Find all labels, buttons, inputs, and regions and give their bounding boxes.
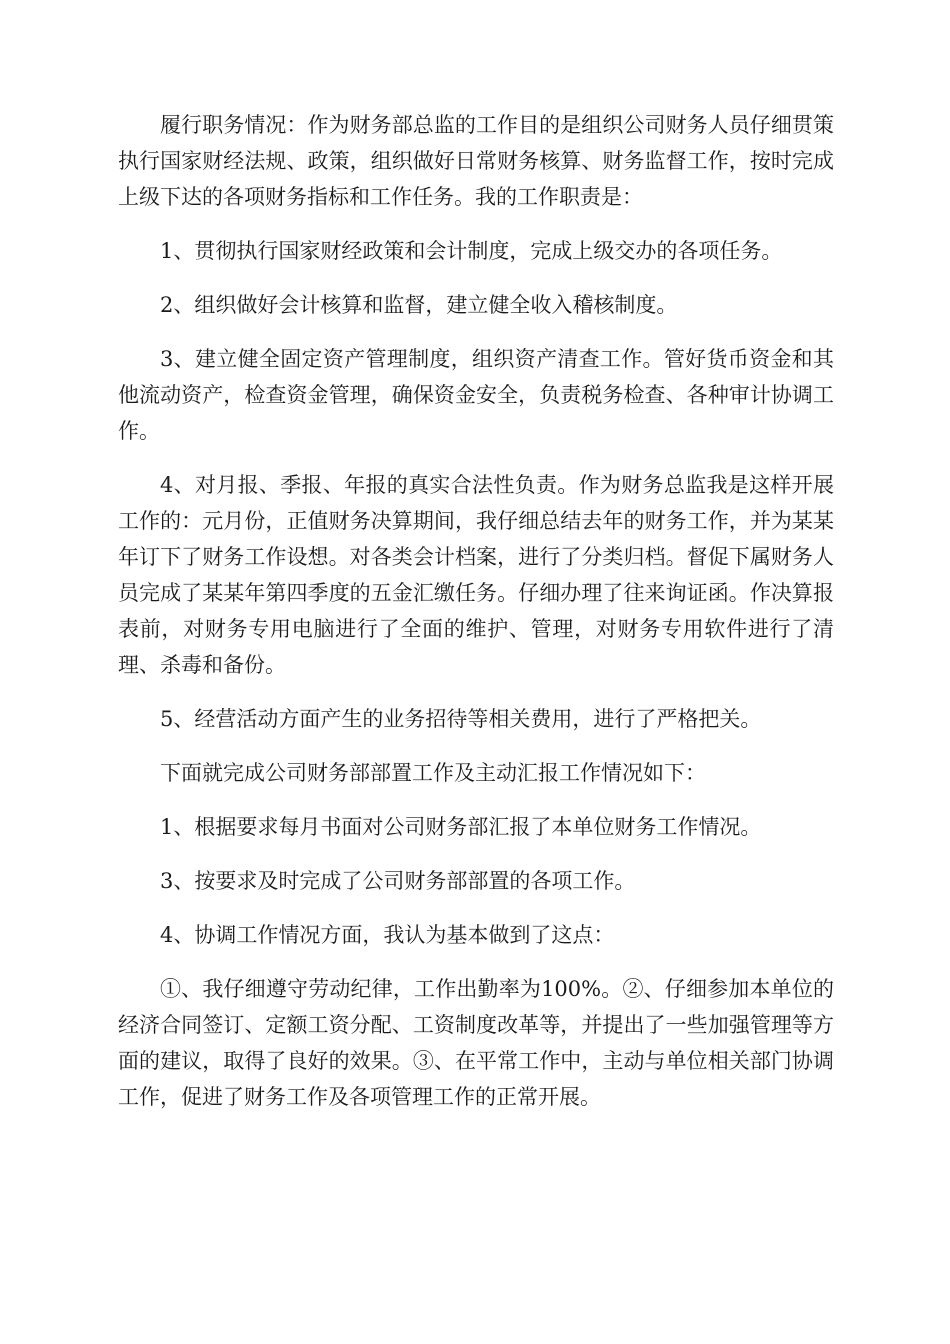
paragraph-item-5: 5、经营活动方面产生的业务招待等相关费用，进行了严格把关。: [160, 707, 762, 731]
paragraph-item-1: 1、贯彻执行国家财经政策和会计制度，完成上级交办的各项任务。: [160, 239, 783, 263]
document-body: [118, 107, 834, 1115]
paragraph-report-intro: 下面就完成公司财务部部置工作及主动汇报工作情况如下：: [160, 761, 706, 785]
paragraph-coordination-details: ①、我仔细遵守劳动纪律，工作出勤率为100%。②、仔细参加本单位的经济合同签订、定额工资分配、工资制度改革等，并提出了一些加强管理等方面的建议，取得了良好的效果。③、在平常工作中，主动与单位相关部门协调工作，促进了财务工作及各项管理工作的正常开展。: [118, 977, 834, 1109]
paragraph-duties-overview: 履行职务情况：作为财务部总监的工作目的是组织公司财务人员仔细贯策执行国家财经法规、政策，组织做好日常财务核算、财务监督工作，按时完成上级下达的各项财务指标和工作任务。我的工作职责是：: [118, 113, 834, 209]
paragraph-report-item-3: 3、按要求及时完成了公司财务部部置的各项工作。: [160, 869, 636, 893]
paragraph-item-2: 2、组织做好会计核算和监督，建立健全收入稽核制度。: [160, 293, 678, 317]
paragraph-report-item-1: 1、根据要求每月书面对公司财务部汇报了本单位财务工作情况。: [160, 815, 762, 839]
paragraph-item-4: 4、对月报、季报、年报的真实合法性负责。作为财务总监我是这样开展工作的：元月份，正值财务决算期间，我仔细总结去年的财务工作，并为某某年订下了财务工作设想。对各类会计档案，进行了分类归档。督促下属财务人员完成了某某年第四季度的五金汇缴任务。仔细办理了往来询证函。作决算报表前，对财务专用电脑进行了全面的维护、管理，对财务专用软件进行了清理、杀毒和备份。: [118, 473, 834, 677]
paragraph-report-item-4: 4、协调工作情况方面，我认为基本做到了这点：: [160, 923, 615, 947]
paragraph-item-3: 3、建立健全固定资产管理制度，组织资产清查工作。管好货币资金和其他流动资产，检查资金管理，确保资金安全，负责税务检查、各种审计协调工作。: [118, 347, 834, 443]
